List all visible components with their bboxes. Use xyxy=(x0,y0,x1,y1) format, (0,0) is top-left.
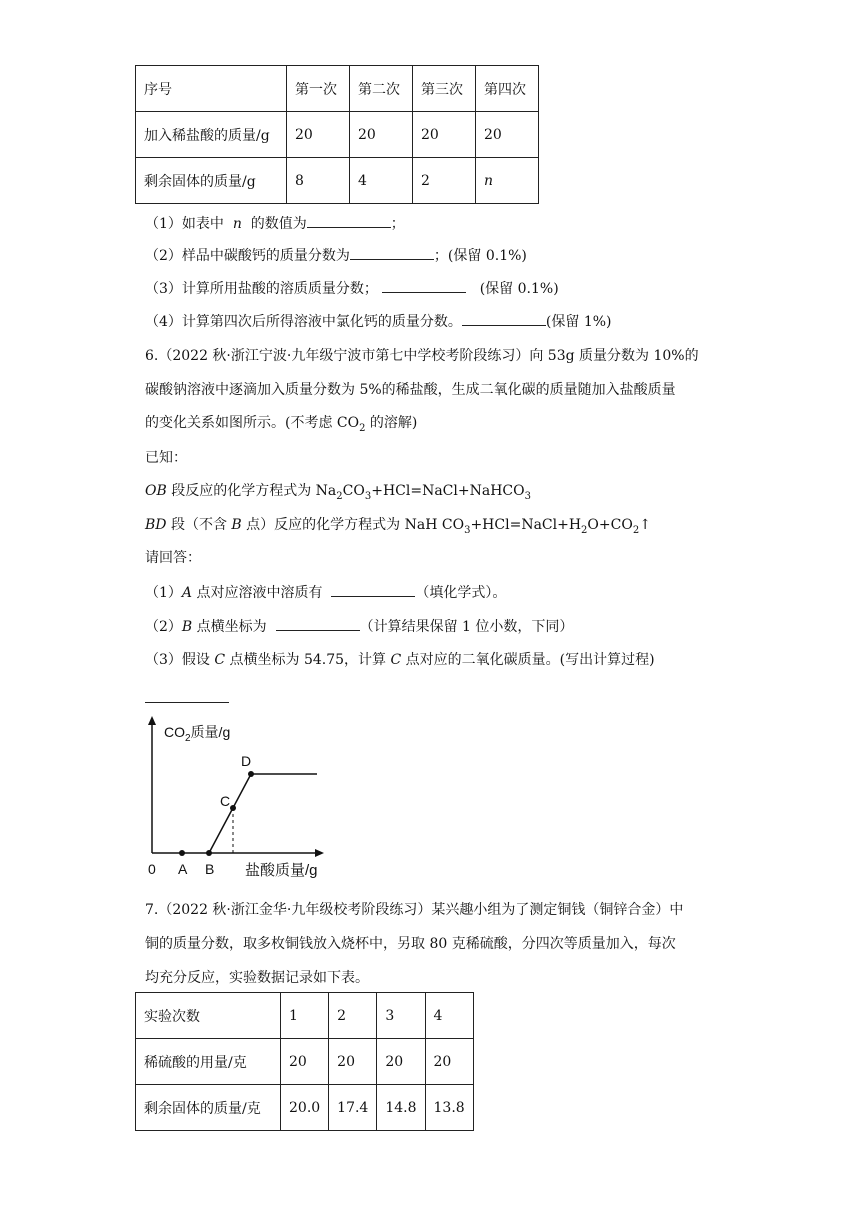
subscript: 2 xyxy=(581,524,588,536)
q6-ob-equation xyxy=(145,481,531,507)
q6-intro-line1: 6.（2022 秋·浙江宁波·九年级宁波市第七中学校考阶段练习）向 53g 质量分数为 10%的 xyxy=(145,348,699,364)
table-cell: 20 xyxy=(350,112,413,158)
point-b-label: B xyxy=(205,861,215,877)
q6-part3 xyxy=(145,650,655,670)
table-cell: 20 xyxy=(476,112,539,158)
point-c-ref: C xyxy=(390,652,402,668)
q6-bd-equation xyxy=(145,515,651,541)
point-a-label: A xyxy=(178,861,188,877)
table-cell: 加入稀盐酸的质量/g xyxy=(136,112,287,158)
y-axis-arrow xyxy=(148,716,156,725)
q5-part2-end: ；(保留 0.1%) xyxy=(433,248,527,264)
q6-intro3-b: 的溶解) xyxy=(365,415,418,431)
table-cell: 2 xyxy=(413,158,476,204)
q5-part4 xyxy=(145,311,612,332)
point-c-label: C xyxy=(220,793,231,809)
q6-part2-text: 点横坐标为 xyxy=(192,619,267,635)
q6-ask: 请回答： xyxy=(145,550,201,566)
q6-part3-text: 点横坐标为 54.75，计算 xyxy=(225,652,391,668)
table-cell: 14.8 xyxy=(377,1085,425,1131)
q5-part4-text: （4）计算第四次后所得溶液中氯化钙的质量分数。 xyxy=(145,314,462,330)
subscript: 3 xyxy=(464,524,471,536)
q5-part1-text: （1）如表中 xyxy=(145,216,224,232)
subscript: 2 xyxy=(632,524,640,536)
q6-part3-end: 点对应的二氧化碳质量。(写出计算过程) xyxy=(401,652,655,668)
ob-text-a: 段反应的化学方程式为 Na xyxy=(166,483,337,499)
q7-intro-line2: 铜的质量分数，取多枚铜钱放入烧杯中，另取 80 克稀硫酸，分四次等质量加入，每次 xyxy=(145,936,676,952)
q6-part1-text: 点对应溶液中溶质有 xyxy=(192,585,323,601)
q6-intro-line3 xyxy=(145,413,417,439)
table-cell: 20 xyxy=(281,1039,329,1085)
point-b-marker xyxy=(206,850,212,856)
data-table-h2so4 xyxy=(135,992,474,1131)
answer-blank[interactable] xyxy=(382,278,466,293)
table-cell: 20 xyxy=(413,112,476,158)
table-header-cell: 2 xyxy=(329,993,377,1039)
answer-blank[interactable] xyxy=(276,616,360,631)
point-a-marker xyxy=(179,850,185,856)
segment-ob-label: OB xyxy=(145,483,167,499)
y-axis-title-a: CO xyxy=(164,724,185,740)
q5-part2-text: （2）样品中碳酸钙的质量分数为 xyxy=(145,248,350,264)
subscript: 3 xyxy=(524,490,531,502)
q6-part2-num: （2） xyxy=(145,619,182,635)
variable-n: n xyxy=(232,216,242,232)
table-cell: 17.4 xyxy=(329,1085,377,1131)
q6-part2 xyxy=(145,616,573,637)
q5-part1 xyxy=(145,213,405,234)
q5-part2 xyxy=(145,245,527,266)
table-cell: 剩余固体的质量/g xyxy=(136,158,287,204)
q5-part3-end: (保留 0.1%) xyxy=(479,281,559,297)
table-cell: 20 xyxy=(425,1039,473,1085)
curve-segment-bd xyxy=(209,774,251,853)
table-header-cell: 3 xyxy=(377,993,425,1039)
table-cell: 稀硫酸的用量/克 xyxy=(136,1039,281,1085)
segment-bd-label: BD xyxy=(145,517,167,533)
subscript: 2 xyxy=(359,422,366,434)
bd-text-a: 段（不含 xyxy=(166,517,232,533)
point-d-marker xyxy=(248,771,254,777)
q7-intro-line3: 均充分反应，实验数据记录如下表。 xyxy=(145,970,369,986)
table-header-cell: 第四次 xyxy=(476,66,539,112)
bd-text-c: +HCl=NaCl+H xyxy=(470,517,582,533)
table-header-cell: 1 xyxy=(281,993,329,1039)
q5-part4-end: (保留 1%) xyxy=(545,314,612,330)
q6-known: 已知： xyxy=(145,450,187,466)
answer-blank[interactable] xyxy=(350,245,434,260)
data-table-hcl xyxy=(135,65,539,204)
gas-arrow-icon: ↑ xyxy=(639,517,651,533)
subscript: 3 xyxy=(364,490,372,502)
bd-text-d: O+CO xyxy=(587,517,633,533)
answer-blank[interactable] xyxy=(331,582,415,597)
table-cell: 20 xyxy=(287,112,350,158)
subscript: 2 xyxy=(185,732,191,744)
x-axis-arrow xyxy=(315,849,324,857)
q6-part1-end: （填化学式）。 xyxy=(415,585,507,601)
point-c-marker xyxy=(230,805,236,811)
x-axis-label: 盐酸质量/g xyxy=(245,862,318,879)
y-axis-title xyxy=(164,722,230,744)
table-cell: 20 xyxy=(377,1039,425,1085)
q6-part1 xyxy=(145,582,506,603)
table-cell: 20 xyxy=(329,1039,377,1085)
subscript: 2 xyxy=(336,490,343,502)
q6-part1-num: （1） xyxy=(145,585,182,601)
table-header-cell: 4 xyxy=(425,993,473,1039)
q5-part1-end: ； xyxy=(390,216,405,232)
ob-text-b: CO xyxy=(342,483,365,499)
q6-part2-end: （计算结果保留 1 位小数，下同） xyxy=(359,619,574,635)
table-header-cell: 第三次 xyxy=(413,66,476,112)
table-header-cell: 第二次 xyxy=(350,66,413,112)
table-cell: 8 xyxy=(287,158,350,204)
q6-part3-num: （3）假设 xyxy=(145,652,215,668)
q6-intro-line2: 碳酸钠溶液中逐滴加入质量分数为 5%的稀盐酸，生成二氧化碳的质量随加入盐酸质量 xyxy=(145,382,676,398)
q5-part3-text: （3）计算所用盐酸的溶质质量分数； xyxy=(145,281,378,297)
table-cell: 剩余固体的质量/克 xyxy=(136,1085,281,1131)
y-axis-title-b: 质量/g xyxy=(190,724,231,740)
answer-blank[interactable] xyxy=(462,311,546,326)
point-c-ref: C xyxy=(214,652,226,668)
table-header-cell: 实验次数 xyxy=(136,993,281,1039)
q5-part3 xyxy=(145,278,559,299)
table-header-cell: 第一次 xyxy=(287,66,350,112)
answer-blank[interactable] xyxy=(145,688,229,703)
ob-text-c: +HCl=NaCl+NaHCO xyxy=(371,483,525,499)
table-cell: 20.0 xyxy=(281,1085,329,1131)
point-b-ref: B xyxy=(231,517,242,533)
bd-text-b: 点）反应的化学方程式为 NaH CO xyxy=(241,517,465,533)
table-header-cell: 序号 xyxy=(136,66,287,112)
table-cell: 4 xyxy=(350,158,413,204)
point-a-ref: A xyxy=(181,585,193,601)
point-b-ref: B xyxy=(181,619,193,635)
q5-part1-text-b: 的数值为 xyxy=(250,216,307,232)
answer-blank[interactable] xyxy=(307,213,391,228)
table-cell: 13.8 xyxy=(425,1085,473,1131)
origin-label: 0 xyxy=(148,861,156,877)
point-d-label: D xyxy=(241,753,252,769)
q7-intro-line1: 7.（2022 秋·浙江金华·九年级校考阶段练习）某兴趣小组为了测定铜钱（铜锌合金）中 xyxy=(145,902,684,918)
q6-intro3-a: 的变化关系如图所示。(不考虑 CO xyxy=(145,415,360,431)
table-cell: n xyxy=(476,158,539,204)
